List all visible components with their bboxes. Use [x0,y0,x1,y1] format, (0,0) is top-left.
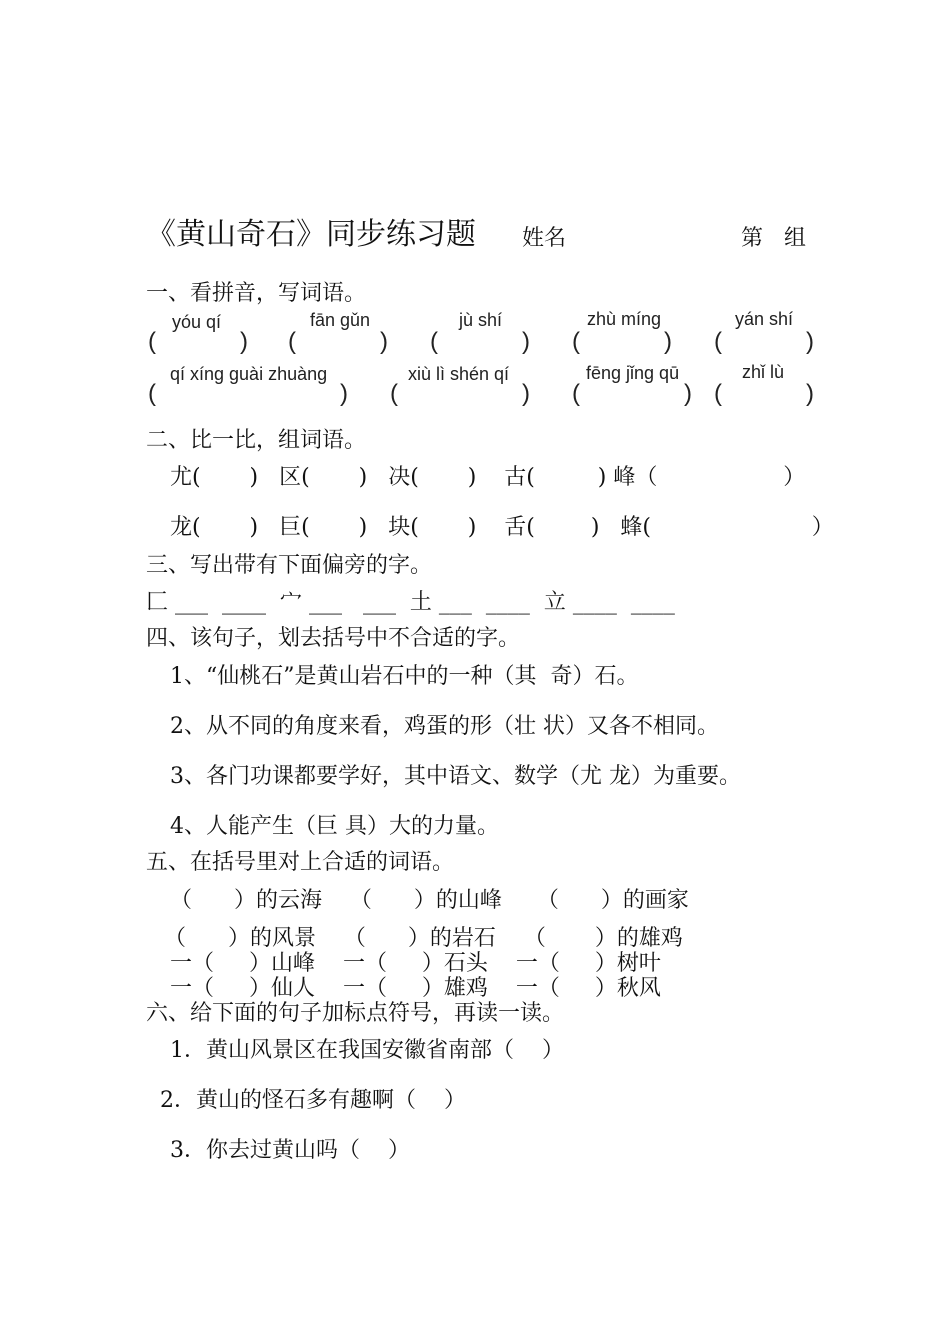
section-6-heading: 六、给下面的句子加标点符号，再读一读。 [146,1001,565,1026]
group-label: 第 组 [741,226,806,251]
answer-box-5-close: ) [806,328,814,355]
answer-box-7-open: ( [390,380,398,407]
pinyin-3: jù shí [459,310,503,330]
pinyin-6: qí xíng guài zhuàng [170,364,328,384]
name-label: 姓名 [522,226,567,251]
answer-box-9-close: ) [806,380,814,407]
pinyin-4: zhù míng [587,309,662,329]
answer-box-3-close: ) [522,328,530,355]
punctuation-item: 3．你去过黄山吗（ ） [170,1138,410,1163]
answer-box-2-open: ( [288,328,296,355]
answer-box-4-close: ) [664,328,672,355]
pinyin-8: fēng jǐng qū [586,363,680,383]
answer-box-2-close: ) [380,328,388,355]
pinyin-9: zhǐ lù [742,362,785,382]
sentence-item: 3、各门功课都要学好，其中语文、数学（尤 龙）为重要。 [170,764,741,789]
phrase-row: 一（ ）山峰 一（ ）石头 一（ ）树叶 [170,951,661,976]
answer-box-7-close: ) [522,380,530,407]
pinyin-5: yán shí [735,309,794,329]
answer-box-6-open: ( [148,380,156,407]
page-title: 《黄山奇石》同步练习题 [146,217,476,252]
compare-row-2: 龙( ) 巨( ) 块( ) 舌( ) 蜂( ） [170,515,834,540]
answer-box-8-open: ( [572,380,580,407]
radical-row: 匚 ___ ____ 宀 ___ ___ 土 ___ ____ 立 ____ ____ [146,590,675,615]
answer-box-1-open: ( [148,328,156,355]
pinyin-1: yóu qí [172,312,222,332]
sentence-item: 2、从不同的角度来看，鸡蛋的形（壮 状）又各不相同。 [170,714,719,739]
section-5-heading: 五、在括号里对上合适的词语。 [146,850,455,875]
phrase-row: （ ）的风景 （ ）的岩石 （ ）的雄鸡 [164,926,683,951]
section-4-heading: 四、该句子，划去括号中不合适的字。 [146,626,521,651]
answer-box-6-close: ) [340,380,348,407]
section-1-heading: 一、看拼音，写词语。 [146,281,367,306]
sentence-item: 4、人能产生（巨 具）大的力量。 [170,814,499,839]
answer-box-5-open: ( [714,328,722,355]
answer-box-9-open: ( [714,380,722,407]
answer-box-4-open: ( [572,328,580,355]
phrase-row: 一（ ）仙人 一（ ）雄鸡 一（ ）秋风 [170,976,661,1001]
section-3-heading: 三、写出带有下面偏旁的字。 [146,553,433,578]
compare-row-1: 尤( ) 区( ) 决( ) 古( ) 峰（ ） [170,465,806,490]
section-2-heading: 二、比一比，组词语。 [146,428,367,453]
sentence-item: 1、“仙桃石”是黄山岩石中的一种（其 奇）石。 [170,664,639,689]
punctuation-item: 1．黄山风景区在我国安徽省南部（ ） [170,1038,564,1063]
pinyin-2: fān gǔn [310,310,371,330]
answer-box-1-close: ) [240,328,248,355]
phrase-row: （ ）的云海 （ ）的山峰 （ ）的画家 [170,888,689,913]
punctuation-item: 2．黄山的怪石多有趣啊（ ） [160,1088,466,1113]
pinyin-7: xiù lì shén qí [408,364,510,384]
answer-box-3-open: ( [430,328,438,355]
answer-box-8-close: ) [684,380,692,407]
